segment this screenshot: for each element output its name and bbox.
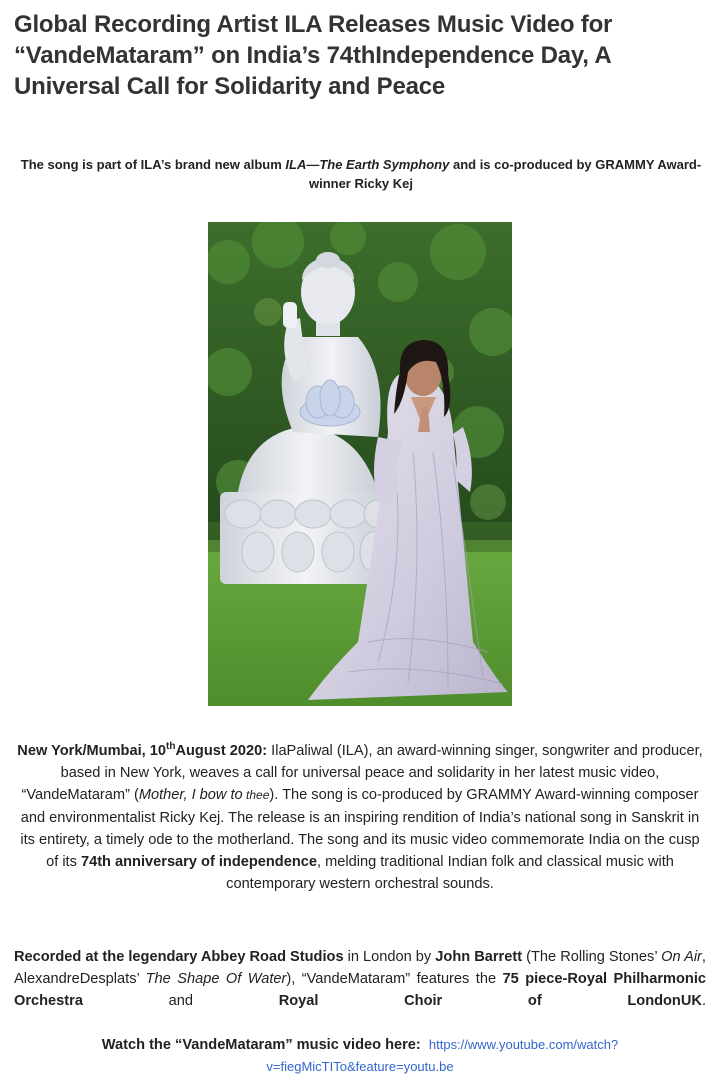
recording-text-5: and: [82, 993, 279, 1009]
choir: Royal Choir of LondonUK: [278, 993, 702, 1009]
photo-illustration: [208, 222, 512, 706]
watch-video: [14, 1034, 706, 1078]
watch-label: Watch the “VandeMataram” music video here:: [101, 1037, 421, 1053]
translation-tail: thee: [242, 788, 270, 803]
translation: Mother, I bow to: [138, 787, 243, 804]
subheading: [16, 155, 706, 193]
recording-text-3: , AlexandreDesplats’: [14, 949, 706, 987]
engineer-name: John Barrett: [435, 949, 523, 965]
recording-text-6: .: [701, 993, 706, 1009]
dateline-superscript: th: [166, 741, 176, 753]
recording-text-4: ), “VandeMataram” features the: [286, 971, 503, 987]
intro-text-b: ). The song is co-produced by GRAMMY Award-winning composer and environmentalist Ricky Kej. The release is an inspiring rendition of India’s national song in Sanskrit in its entirety, a timely ode to the motherland. The song and its music video commemorate India on the cusp of its: [20, 787, 700, 871]
dateline-date: August 2020:: [175, 743, 268, 759]
recorded-at: Recorded at the legendary Abbey Road Studios: [14, 949, 344, 965]
paragraph-recording: [14, 946, 706, 1034]
intro-text-c: , melding traditional Indian folk and classical music with contemporary western orchestral sounds.: [226, 854, 674, 893]
subheading-after: and is co-produced by GRAMMY Award-winner Ricky Kej: [308, 157, 702, 191]
credit-on-air: On Air: [661, 949, 702, 965]
orchestra: 75 piece-Royal Philharmonic Orchestra: [14, 971, 706, 1009]
dateline: New York/Mumbai, 10: [17, 743, 166, 759]
youtube-link[interactable]: https://www.youtube.com/watch? v=fiegMicTITo&feature=youtu.be: [266, 1037, 619, 1074]
anniversary: 74th anniversary of independence: [80, 854, 317, 871]
paragraph-intro: [14, 740, 706, 895]
headline: Global Recording Artist ILA Releases Music Video for “VandeMataram” on India’s 74thIndependence Day, A Universal Call for Solidarity and Peace: [14, 11, 613, 100]
album-title: ILA—The Earth Symphony: [285, 157, 450, 172]
artist-photo: [208, 222, 512, 706]
credit-shape-of-water: The Shape Of Water: [145, 971, 287, 987]
intro-text-a: IlaPaliwal (ILA), an award-winning singer, songwriter and producer, based in New York, weaves a call for universal peace and solidarity in her latest music video, “VandeMataram” (: [21, 743, 703, 804]
recording-text-1: in London by: [343, 949, 436, 965]
subheading-before: The song is part of ILA’s brand new album: [20, 157, 286, 172]
recording-text-2: (The Rolling Stones’: [522, 949, 662, 965]
